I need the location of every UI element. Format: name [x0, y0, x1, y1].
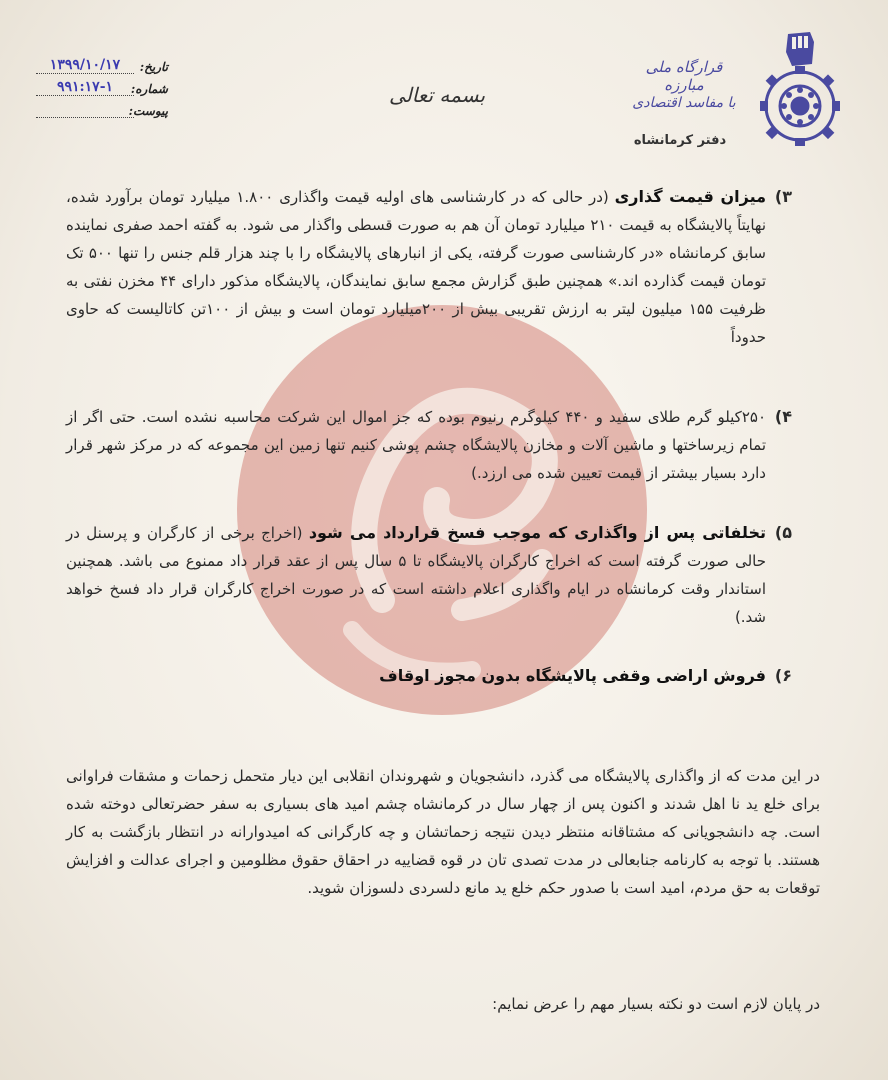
closing-paragraph: در پایان لازم است دو نکته بسیار مهم را عرض نمایم: [492, 995, 820, 1013]
item-text [66, 662, 766, 690]
letter-meta [36, 52, 168, 118]
basmala-calligraphy [378, 70, 496, 120]
organization-name-line2: با مفاسد اقتصادی [632, 95, 736, 111]
list-item [66, 519, 792, 631]
date-row [36, 52, 168, 74]
item-text [66, 183, 766, 351]
attachment-row [36, 96, 168, 118]
number-label: شماره: [130, 82, 168, 96]
list-item [66, 662, 792, 690]
item-number: ۴) [774, 407, 792, 426]
date-label: تاریخ: [139, 60, 168, 74]
body-paragraph: در این مدت که از واگذاری پالایشگاه می گذرد، دانشجویان و شهروندان انقلابی این دیار متحمل زحمات و مشقات فراوانی برای خلع ید نا اهل شدند و اکنون پس از چهار سال در کرمانشاه چشم امید های بسیاری به سفر حضرتعالی دوخته شده است. چه دانشجویانی که مشتاقانه منتظر دیدن نتیجه زحماتشان و چه کارگرانی که امیدوارانه در انتظار بازگشت به کار هستند. با توجه به کارنامه جنابعالی در مدت تصدی تان در قوه قضاییه در احقاق حقوق مظلومین و اجرای عدالت و افزایش توقعات به حق مردم، امید است با صدور حکم خلع ید مانع دلسردی دلسوزان شوید. [66, 767, 820, 897]
attachment-label: پیوست: [128, 104, 168, 118]
watermark-logo [232, 300, 652, 720]
list-item [66, 403, 792, 487]
item-title: تخلفاتی پس از واگذاری که موجب فسخ قرارداد می شود [308, 523, 767, 542]
svg-text:بسمه تعالی: بسمه تعالی [388, 83, 486, 107]
item-title: میزان قیمت گذاری [614, 187, 767, 206]
item-text [66, 519, 766, 631]
office-name: دفتر کرمانشاه [633, 133, 727, 148]
list-item [66, 183, 792, 351]
organization-logo [748, 28, 858, 154]
item-number: ۳) [774, 187, 792, 206]
organization-name [628, 58, 740, 112]
item-body: ۲۵۰کیلو گرم طلای سفید و ۴۴۰ کیلوگرم رنیوم بوده که جز اموال این شرکت محاسبه نشده است. حتی اگر از تمام زیرساختها و ماشین آلات و مخازن پالایشگاه چشم پوشی کنیم تنها زمین این مجموعه که در مرکز شهر قرار دارد بسیار بیشتر از قیمت تعیین شده می ارزد.) [66, 408, 766, 482]
number-value: ۹۹۱:۱۷-۱ [36, 79, 134, 96]
item-body: (در حالی که در کارشناسی های اولیه قیمت واگذاری ۱.۸۰۰ میلیارد تومان برآورد شده، نهایتاً پالایشگاه به قیمت ۲۱۰ میلیارد تومان آن هم به صورت قسطی واگذار می شود. به گفته احمد صفری نماینده سابق کرمانشاه «در کارشناسی صورت گرفته، یکی از انبارهای پالایشگاه را با چند هزار قلم جنس را تنها ۵۰۰ تک تومان قیمت گذارده اند.» همچنین طبق گزارش مجمع سابق نمایندگان، پالایشگاه مذکور دارای ۴۴ مخزن نفتی به ظرفیت ۱۵۵ میلیون لیتر به ارزش تقریبی بیش از ۲۰۰میلیارد تومان است و بیش از ۱۰۰تن کاتالیست که حاوی حدوداً [66, 188, 766, 346]
item-number: ۶) [774, 666, 792, 685]
item-number: ۵) [774, 523, 792, 542]
item-body: (اخراج برخی از کارگران و پرسنل در حالی صورت گرفته است که اخراج کارگران پالایشگاه تا ۵ سال پس از عقد قرار داد ممنوع می باشد. همچنین استاندار وقت کرمانشاه در ایام واگذاری اعلام داشته است که در صورت اخراج کارگران قرار داد فسخ خواهد شد.) [66, 524, 766, 626]
number-row [36, 74, 168, 96]
date-value: ۱۳۹۹/۱۰/۱۷ [36, 57, 134, 74]
item-text [66, 403, 766, 487]
attachment-value [36, 117, 134, 118]
item-title: فروش اراضی وقفی پالایشگاه بدون مجوز اوقاف [379, 666, 766, 685]
organization-name-line1: قرارگاه ملی مبارزه [645, 58, 723, 94]
